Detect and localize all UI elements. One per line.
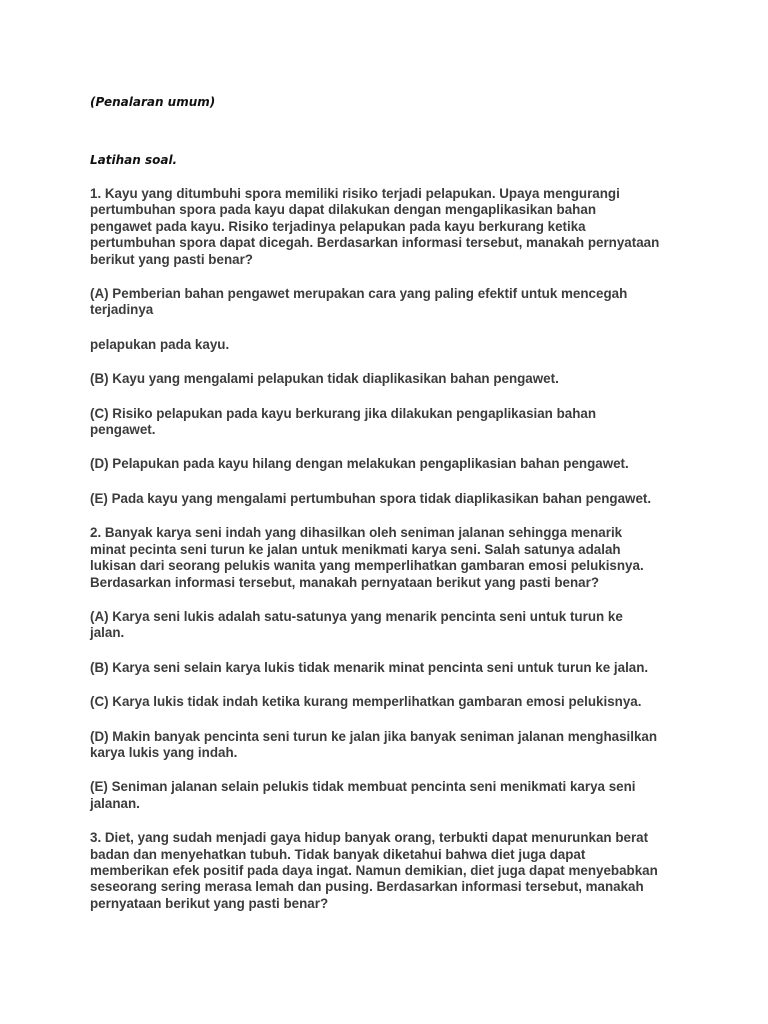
question-2-option-b: (B) Karya seni selain karya lukis tidak menarik minat pencinta seni untuk turun ke jalan. — [90, 659, 649, 675]
question-2-option-a: (A) Karya seni lukis adalah satu-satunya yang menarik pencinta seni untuk turun ke jalan. — [90, 608, 623, 641]
question-1-stem: 1. Kayu yang ditumbuhi spora memiliki risiko terjadi pelapukan. Upaya mengurangi pertumbuhan spora pada kayu dapat dilakukan dengan mengaplikasikan bahan pengawet pada kayu. Risiko terjadinya pelapukan pada kayu berkurang ketika pertumbuhan spora dapat dicegah. Berdasarkan informasi tersebut, manakah pernyataan berikut yang pasti benar? — [90, 186, 660, 267]
section-label: (Penalaran umum) — [90, 95, 216, 109]
subsection-label: Latihan soal. — [90, 153, 178, 167]
question-2-stem: 2. Banyak karya seni indah yang dihasilkan oleh seniman jalanan sehingga menarik minat pecinta seni turun ke jalan untuk menikmati karya seni. Salah satunya adalah lukisan dari seorang pelukis wanita yang memperlihatkan gambaran emosi pelukisnya. Berdasarkan informasi tersebut, manakah pernyataan berikut yang pasti benar? — [90, 525, 644, 590]
question-3-stem: 3. Diet, yang sudah menjadi gaya hidup banyak orang, terbukti dapat menurunkan berat badan dan menyehatkan tubuh. Tidak banyak diketahui bahwa diet juga dapat memberikan efek positif pada daya ingat. Namun demikian, diet juga dapat menyebabkan seseorang sering merasa lemah dan pusing. Berdasarkan informasi tersebut, manakah pernyataan berikut yang pasti benar? — [90, 830, 658, 911]
question-1-option-c: (C) Risiko pelapukan pada kayu berkurang jika dilakukan pengaplikasian bahan pengawet. — [90, 405, 597, 438]
document-body — [90, 186, 685, 930]
question-2-option-e: (E) Seniman jalanan selain pelukis tidak membuat pencinta seni menikmati karya seni jalanan. — [90, 779, 636, 811]
question-1-option-e: (E) Pada kayu yang mengalami pertumbuhan spora tidak diaplikasikan bahan pengawet. — [90, 490, 652, 506]
question-1-option-a-continued: pelapukan pada kayu. — [90, 336, 230, 352]
question-2-option-c: (C) Karya lukis tidak indah ketika kurang memperlihatkan gambaran emosi pelukisnya. — [90, 694, 642, 710]
question-1-option-a: (A) Pemberian bahan pengawet merupakan cara yang paling efektif untuk mencegah terjadinya — [90, 286, 628, 318]
question-2-option-d: (D) Makin banyak pencinta seni turun ke jalan jika banyak seniman jalanan menghasilkan karya lukis yang indah. — [90, 728, 658, 760]
question-1-option-d: (D) Pelapukan pada kayu hilang dengan melakukan pengaplikasian bahan pengawet. — [90, 456, 629, 472]
question-1-option-b: (B) Kayu yang mengalami pelapukan tidak diaplikasikan bahan pengawet. — [90, 371, 559, 387]
